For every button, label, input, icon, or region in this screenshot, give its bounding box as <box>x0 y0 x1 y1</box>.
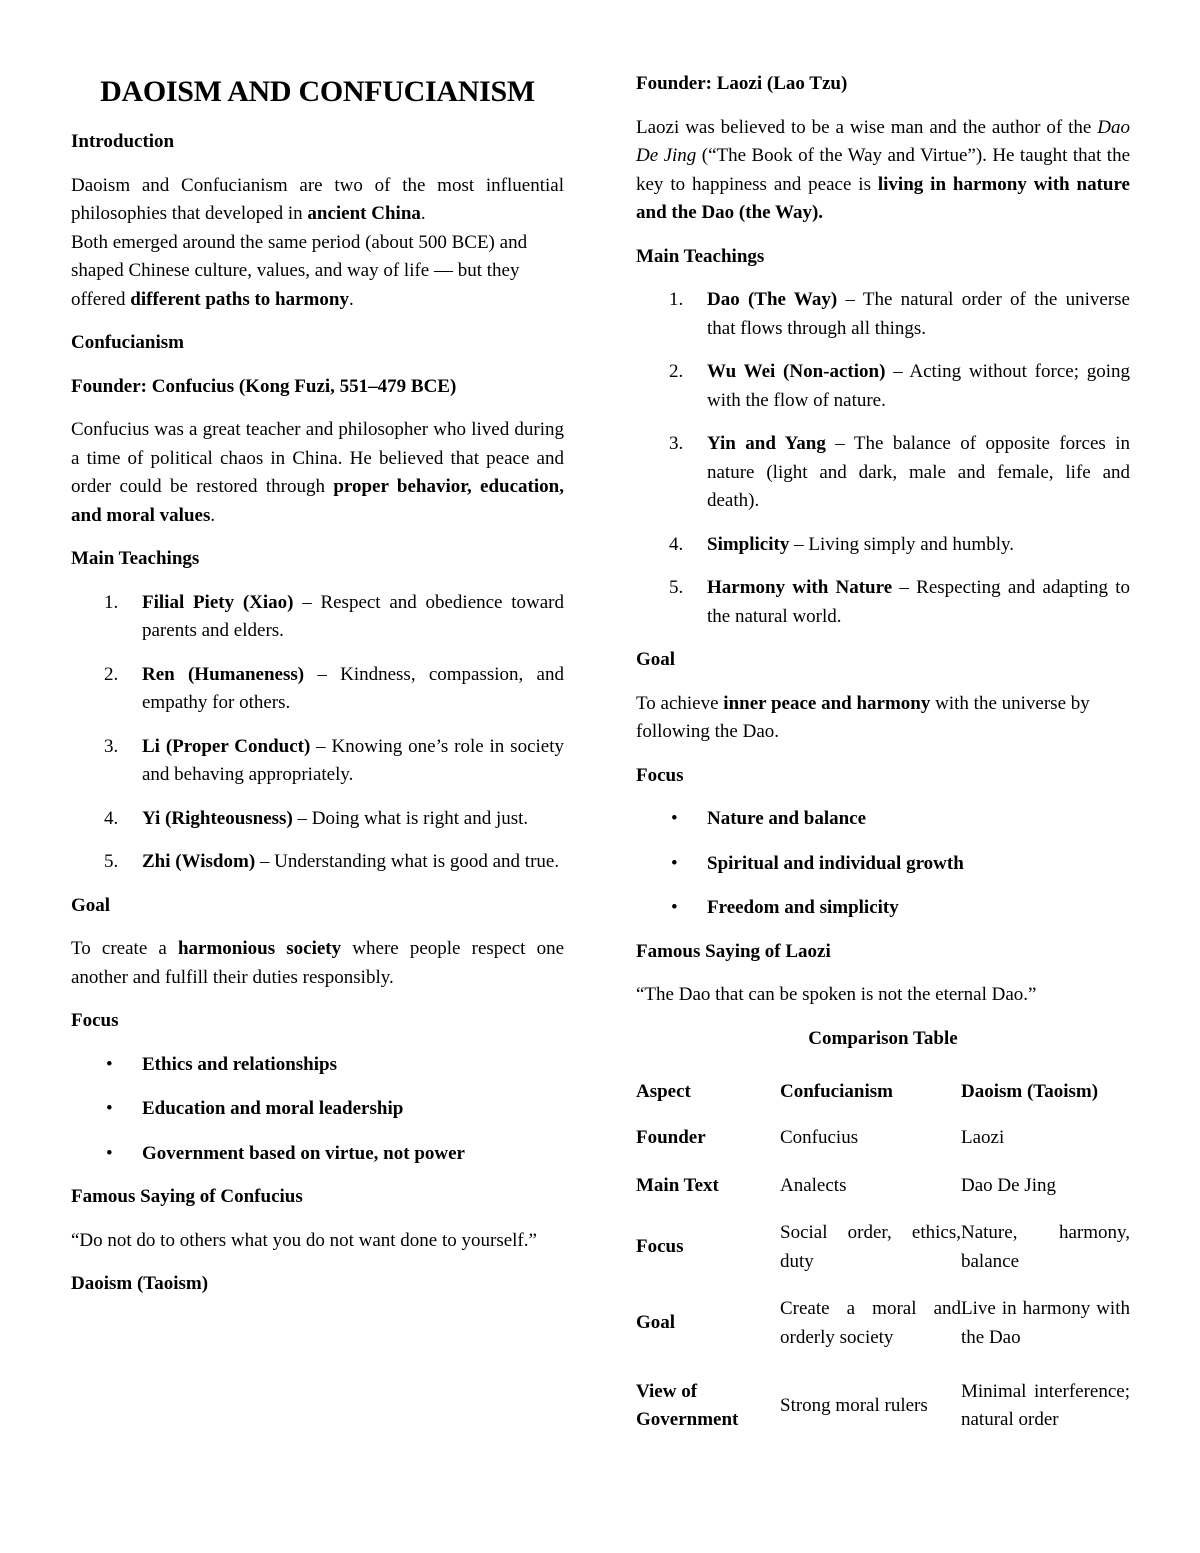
intro-punct: . <box>420 203 426 224</box>
list-item <box>71 805 564 834</box>
confucianism-saying-heading: Famous Saying of Confucius <box>71 1186 303 1207</box>
item-number: 2. <box>669 361 684 382</box>
table-header-cell: Aspect <box>636 1080 691 1102</box>
confucianism-focus-list <box>71 1051 564 1169</box>
list-item <box>636 358 1130 415</box>
item-number: 4. <box>669 533 684 555</box>
table-cell: View of Government <box>636 1380 739 1430</box>
table-row <box>636 1285 1130 1362</box>
table-cell: Focus <box>636 1236 684 1258</box>
daoism-description <box>636 114 1130 228</box>
focus-text: Education and moral leadership <box>142 1098 404 1119</box>
focus-text: Ethics and relationships <box>142 1053 337 1075</box>
item-number: 5. <box>104 851 119 872</box>
table-cell: Live in harmony with the Dao <box>961 1298 1130 1348</box>
daoism-heading: Daoism (Taoism) <box>71 1273 209 1294</box>
confucianism-saying: “Do not do to others what you do not want done to yourself.” <box>71 1229 537 1251</box>
bullet-icon: • <box>106 1053 113 1075</box>
item-term: Dao (The Way) <box>707 289 838 310</box>
table-row <box>636 1210 1130 1285</box>
list-item <box>71 848 564 877</box>
table-row <box>636 1362 1130 1450</box>
table-cell: Strong moral rulers <box>780 1394 928 1416</box>
daoism-teachings-list <box>636 286 1130 631</box>
table-cell: Dao De Jing <box>961 1174 1056 1196</box>
list-item <box>71 1140 564 1169</box>
table-cell: Minimal interference; natural order <box>961 1380 1130 1430</box>
confucianism-goal <box>71 935 564 992</box>
goal-bold: inner peace and harmony <box>723 692 931 714</box>
list-item <box>71 733 564 790</box>
confucianism-heading: Confucianism <box>71 332 184 353</box>
list-item <box>636 894 1130 923</box>
daoism-goal-heading: Goal <box>636 649 676 670</box>
list-item <box>71 1095 564 1124</box>
intro-paragraph-2 <box>71 229 564 315</box>
desc-italic: Dao De Jing <box>636 116 1130 166</box>
daoism-focus-heading: Focus <box>636 764 684 786</box>
item-desc: – Doing what is right and just. <box>292 807 529 829</box>
confucianism-goal-heading: Goal <box>71 894 111 916</box>
item-term: Wu Wei (Non-action) <box>707 361 886 382</box>
table-header-row <box>636 1069 1130 1115</box>
comparison-table <box>636 1069 1130 1450</box>
item-number: 5. <box>669 577 684 598</box>
list-item <box>636 805 1130 834</box>
intro-paragraph-1 <box>71 172 564 229</box>
intro-bold-2: different paths to harmony <box>130 288 349 310</box>
table-cell: Main Text <box>636 1174 719 1196</box>
daoism-saying: “The Dao that can be spoken is not the eternal Dao.” <box>636 984 1037 1005</box>
focus-text: Freedom and simplicity <box>707 897 899 918</box>
item-desc: – Respect and obedience toward parents and elders. <box>142 591 564 641</box>
item-term: Yin and Yang <box>707 433 826 454</box>
daoism-saying-heading: Famous Saying of Laozi <box>636 940 831 962</box>
desc-text: Laozi was believed to be a wise man and the author of the <box>636 116 1098 138</box>
list-item <box>636 286 1130 343</box>
bullet-icon: • <box>106 1098 113 1119</box>
bullet-icon: • <box>671 852 678 874</box>
confucianism-description <box>71 416 564 530</box>
item-number: 1. <box>669 289 684 310</box>
table-header-cell: Confucianism <box>780 1080 893 1102</box>
intro-text-2: Both emerged around the same period (about 500 BCE) and shaped Chinese culture, values, and way of life — but they offered <box>71 231 528 310</box>
item-term: Filial Piety (Xiao) <box>142 591 294 613</box>
goal-text-end: with the universe by following the Dao. <box>636 692 1090 742</box>
bullet-icon: • <box>671 808 678 829</box>
list-item <box>636 574 1130 631</box>
table-cell: Goal <box>636 1312 676 1334</box>
item-term: Ren (Humaneness) <box>142 663 305 685</box>
item-desc: – Acting without force; going with the flow of nature. <box>707 361 1130 411</box>
item-desc: – Living simply and humbly. <box>789 533 1014 555</box>
item-term: Harmony with Nature <box>707 577 893 598</box>
item-term: Yi (Righteousness) <box>142 807 293 829</box>
intro-text: Daoism and Confucianism are two of the most influential philosophies that developed in <box>71 174 564 224</box>
item-term: Simplicity <box>707 533 790 555</box>
table-cell: Analects <box>780 1174 847 1196</box>
focus-text: Government based on virtue, not power <box>142 1142 465 1164</box>
intro-bold: ancient China <box>307 203 421 224</box>
item-number: 2. <box>104 663 119 685</box>
confucianism-teachings-heading: Main Teachings <box>71 548 200 569</box>
table-header-cell: Daoism (Taoism) <box>961 1080 1099 1102</box>
item-number: 1. <box>104 591 119 613</box>
item-desc: – Kindness, compassion, and empathy for others. <box>142 663 564 713</box>
daoism-goal <box>636 690 1130 747</box>
list-item <box>71 661 564 718</box>
goal-text: To achieve <box>636 692 724 714</box>
daoism-founder: Founder: Laozi (Lao Tzu) <box>636 73 848 94</box>
table-cell: Social order, ethics, duty <box>780 1222 961 1272</box>
table-row <box>636 1162 1130 1210</box>
item-desc: – Respecting and adapting to the natural world. <box>707 577 1130 627</box>
intro-punct-2: . <box>348 288 354 310</box>
desc-text: Confucius was a great teacher and philosopher who lived during a time of political chaos in China. He believed that peace and order could be restored through <box>71 419 564 497</box>
focus-text: Nature and balance <box>707 808 867 829</box>
desc-bold: living in harmony with nature and the Dao (the Way). <box>636 173 1130 223</box>
item-desc: – Knowing one’s role in society and behaving appropriately. <box>142 735 564 785</box>
item-desc: – The natural order of the universe that flows through all things. <box>707 289 1130 339</box>
bullet-icon: • <box>106 1142 113 1164</box>
goal-bold: harmonious society <box>177 938 342 959</box>
table-cell: Create a moral and orderly society <box>780 1298 961 1348</box>
desc-punct: . <box>210 504 216 526</box>
confucianism-teachings-list <box>71 589 564 877</box>
list-item <box>636 430 1130 516</box>
page-title: DAOISM AND CONFUCIANISM <box>100 75 535 108</box>
item-desc: – The balance of opposite forces in nature (light and dark, male and female, life and death). <box>707 433 1130 511</box>
comparison-table-title: Comparison Table <box>808 1027 958 1049</box>
confucianism-focus-heading: Focus <box>71 1010 119 1031</box>
table-cell: Confucius <box>780 1127 859 1149</box>
intro-heading: Introduction <box>71 131 175 152</box>
list-item <box>636 531 1130 560</box>
right-column <box>636 70 1130 1450</box>
item-number: 4. <box>104 807 119 829</box>
table-cell: Nature, harmony, balance <box>961 1222 1130 1272</box>
item-number: 3. <box>104 735 119 757</box>
list-item <box>71 1051 564 1080</box>
item-desc: – Understanding what is good and true. <box>255 851 560 872</box>
bullet-icon: • <box>671 897 678 918</box>
table-cell: Founder <box>636 1127 706 1149</box>
table-row <box>636 1115 1130 1162</box>
list-item <box>636 850 1130 879</box>
table-cell: Laozi <box>961 1127 1005 1149</box>
left-column <box>71 70 564 1314</box>
item-number: 3. <box>669 433 684 454</box>
daoism-focus-list <box>636 805 1130 923</box>
list-item <box>71 589 564 646</box>
desc-bold: proper behavior, education, and moral values <box>71 476 564 526</box>
goal-text-end: where people respect one another and fulfill their duties responsibly. <box>71 938 565 988</box>
confucianism-founder: Founder: Confucius (Kong Fuzi, 551–479 BCE) <box>71 375 457 397</box>
desc-text-2: (“The Book of the Way and Virtue”). He taught that the key to happiness and peace is <box>636 145 1130 195</box>
daoism-teachings-heading: Main Teachings <box>636 245 765 267</box>
focus-text: Spiritual and individual growth <box>707 852 964 874</box>
item-term: Zhi (Wisdom) <box>142 851 256 872</box>
goal-text: To create a <box>71 938 178 959</box>
item-term: Li (Proper Conduct) <box>142 735 311 757</box>
